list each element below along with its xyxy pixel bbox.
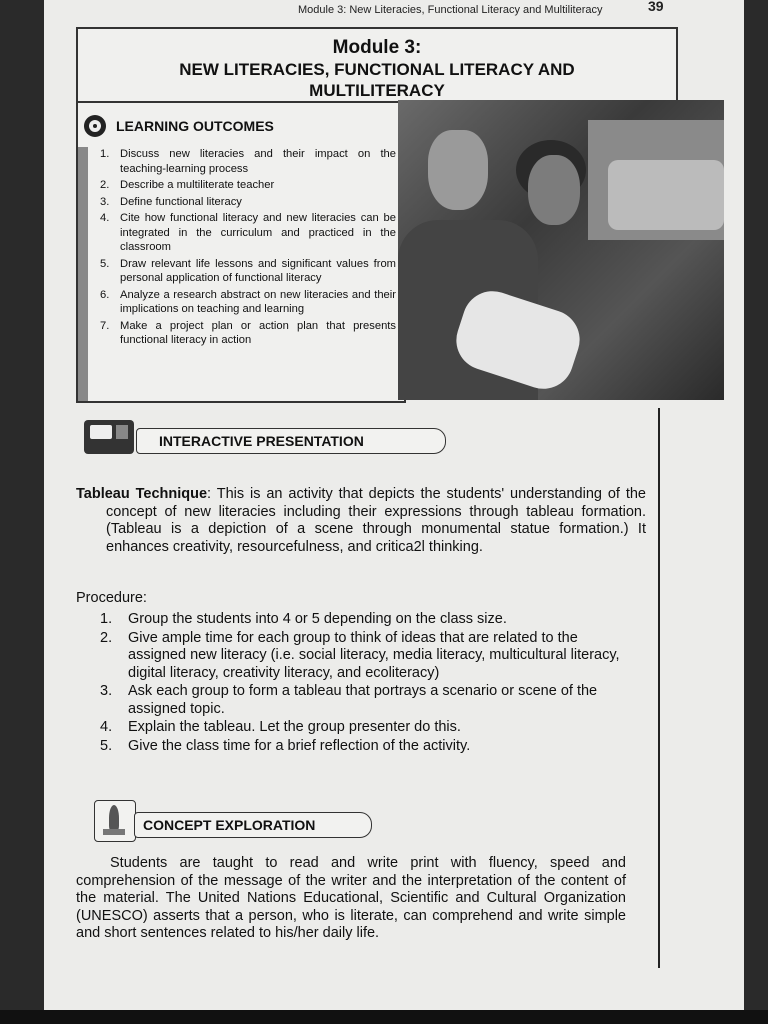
list-item: 4. Cite how functional literacy and new literacies can be integrated in the curriculum and practiced in the classroom (100, 212, 396, 253)
driving-lesson-photo (398, 100, 724, 400)
page-number: 39 (648, 0, 664, 14)
list-item: 1. Discuss new literacies and their impact on the teaching-learning process (100, 148, 396, 175)
target-icon (84, 115, 106, 137)
book-page (44, 0, 744, 1024)
list-item: 2. Give ample time for each group to think of ideas that are related to the assigned new literacy (i.e. social literacy, media literacy, multicultural literacy, digital literacy, creativity literacy, and ecoliteracy) (100, 629, 620, 681)
list-item: 6. Analyze a research abstract on new literacies and their implications on teaching and learning (100, 288, 396, 315)
learning-outcomes-heading: LEARNING OUTCOMES (116, 118, 274, 134)
list-item: 2. Describe a multiliterate teacher (100, 179, 275, 191)
learning-outcomes-list (100, 147, 396, 350)
concept-exploration-heading: CONCEPT EXPLORATION (134, 812, 372, 838)
tableau-technique-paragraph: Tableau Technique: This is an activity that depicts the students' understanding of the concept of new literacies including their expressions through tableau formation. (Tableau is a depiction of a scene through monumental statue formation.) It enhances creativity, resourcefulness, and critica2l thinking. (76, 486, 646, 555)
procedure-list (100, 611, 622, 756)
list-item: 5. Draw relevant life lessons and significant values from personal application of functional literacy (100, 257, 396, 284)
module-header (76, 27, 678, 105)
module-title: NEW LITERACIES, FUNCTIONAL LITERACY AND MULTILITERACY (179, 60, 575, 100)
tableau-technique-term: Tableau Technique (76, 486, 208, 502)
list-item: 3. Ask each group to form a tableau that portrays a scenario or scene of the assigned topic. (100, 683, 598, 717)
interactive-presentation-heading: INTERACTIVE PRESENTATION (136, 428, 446, 454)
rocket-icon (94, 800, 136, 842)
module-number: Module 3: (332, 37, 422, 58)
procedure-label: Procedure: (76, 590, 147, 606)
column-rule (658, 408, 660, 968)
outcomes-side-bar (78, 147, 88, 401)
running-head: Module 3: New Literacies, Functional Literacy and Multiliteracy (298, 4, 603, 16)
bottom-shadow (0, 1010, 768, 1024)
list-item: 4. Explain the tableau. Let the group presenter do this. (100, 719, 461, 735)
list-item: 3. Define functional literacy (100, 195, 242, 208)
list-item: 5. Give the class time for a brief reflection of the activity. (100, 737, 471, 754)
concept-paragraph: Students are taught to read and write print with fluency, speed and comprehension of the message of the writer and the interpretation of the content of the material. The United Nations Educational, Scientific and Cultural Organization (UNESCO) asserts that a person, who is literate, can comprehend and write simple and short sentences related to his/her daily life. (76, 855, 626, 941)
learning-outcomes-box (76, 101, 406, 403)
list-item: 1. Group the students into 4 or 5 depending on the class size. (100, 611, 507, 627)
list-item: 7. Make a project plan or action plan that presents functional literacy in action (100, 319, 396, 346)
presentation-icon (84, 420, 134, 454)
